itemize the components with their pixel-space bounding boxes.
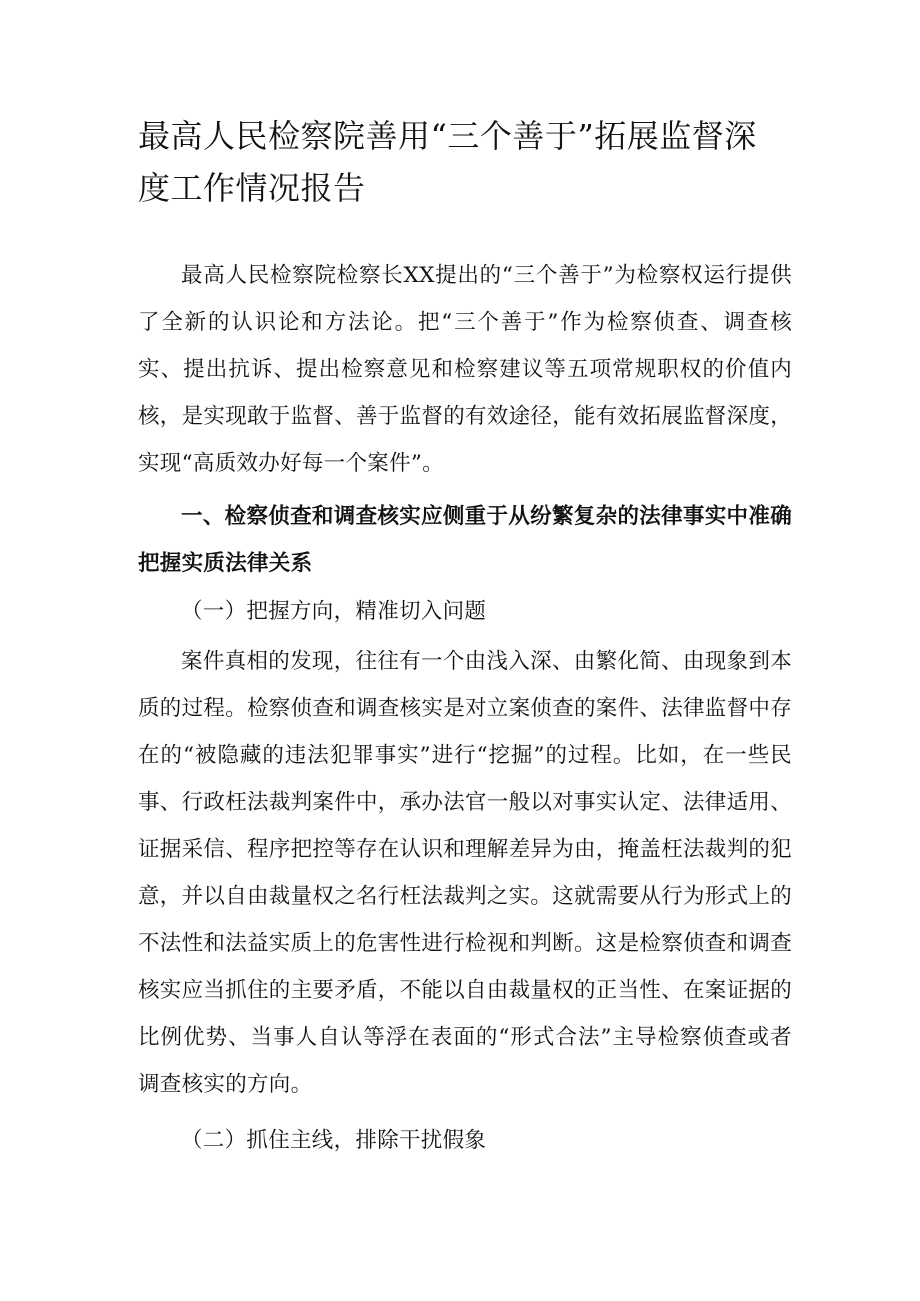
section-heading-1: 一、检察侦查和调查核实应侧重于从纷繁复杂的法律事实中准确把握实质法律关系 (138, 504, 792, 576)
subsection-1-paragraph: 案件真相的发现，往往有一个由浅入深、由繁化简、由现象到本质的过程。检察侦查和调查核实是对立案侦查的案件、法律监督中存在的“被隐藏的违法犯罪事实”进行“挖掘”的过程。比如，在一些民事、行政枉法裁判案件中，承办法官一般以对事实认定、法律适用、证据采信、程序把控等存在认识和理解差异为由，掩盖枉法裁判的犯意，并以自由裁量权之名行枉法裁判之实。这就需要从行为形式上的不法性和法益实质上的危害性进行检视和判断。这是检察侦查和调查核实应当抓住的主要矛盾，不能以自由裁量权的正当性、在案证据的比例优势、当事人自认等浮在表面的“形式合法”主导检察侦查或者调查核实的方向。 (138, 649, 793, 1097)
subsection-heading-1: （一）把握方向，精准切入问题 (181, 599, 487, 624)
subsection-heading-2: （二）抓住主线，排除干扰假象 (181, 1128, 487, 1153)
intro-paragraph: 最高人民检察院检察长XX提出的“三个善于”为检察权运行提供了全新的认识论和方法论。把“三个善于”作为检察侦查、调查核实、提出抗诉、提出检察意见和检察建议等五项常规职权的价值内核，是实现敢于监督、善于监督的有效途径，能有效拓展监督深度，实现“高质效办好每一个案件”。 (138, 263, 793, 476)
document-title: 最高人民检察院善用“三个善于”拓展监督深度工作情况报告 (138, 117, 757, 207)
